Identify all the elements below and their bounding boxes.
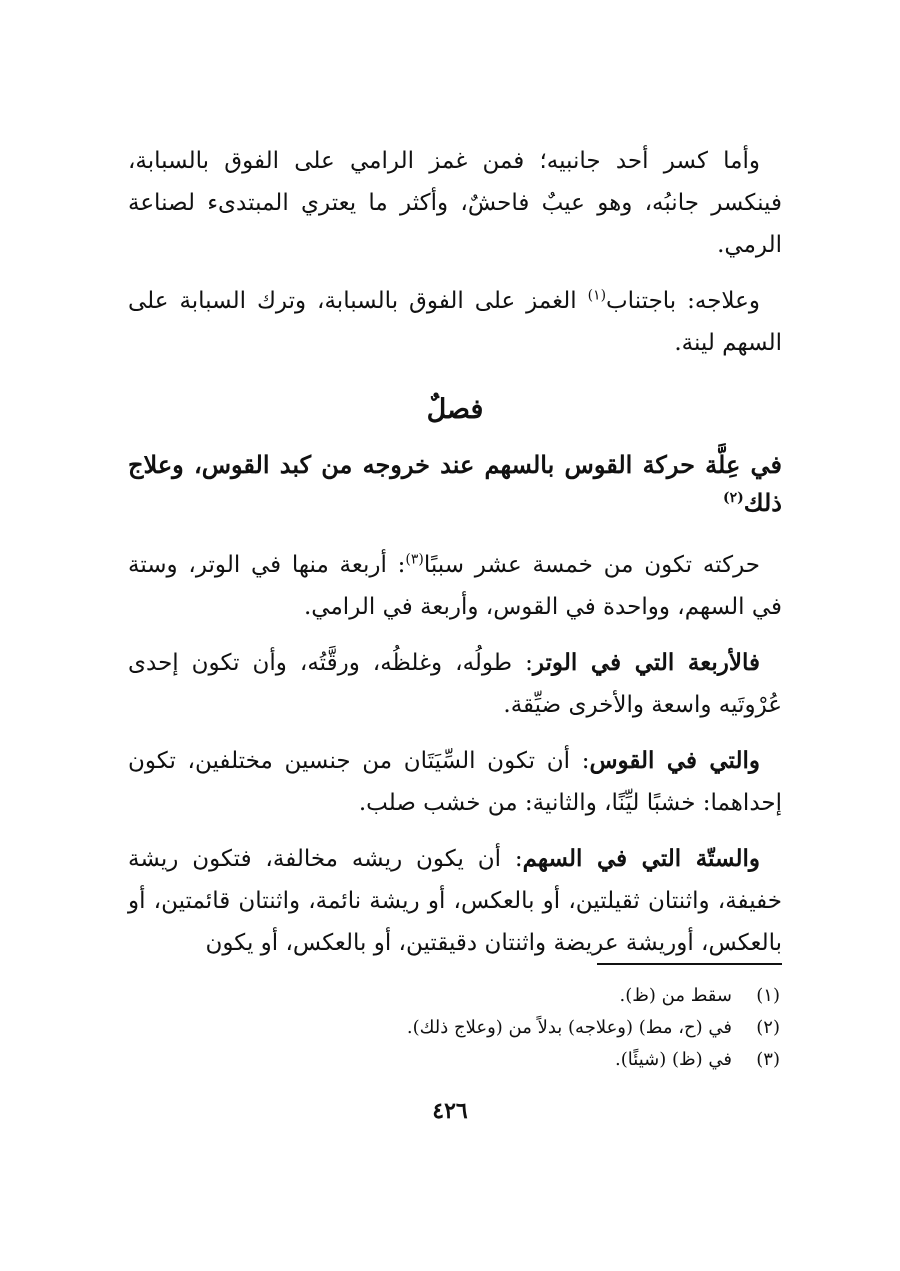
footnote-number: (٣) (756, 1049, 780, 1070)
footnote-ref-3[interactable]: (٣) (405, 551, 424, 568)
footnote-ref-2[interactable]: (٢) (722, 490, 744, 506)
paragraph-string-causes (128, 642, 782, 726)
footnote-text: سقط من (ظ). (619, 985, 732, 1006)
paragraph-arrow-causes (128, 838, 782, 964)
footnote-item (128, 980, 780, 1012)
footnote-ref-1[interactable]: (١) (587, 287, 607, 304)
paragraph-text: حركته تكون من خمسة عشر سببًا (423, 552, 760, 578)
footnotes (128, 980, 780, 1076)
paragraph-lead: فالأربعة التي في الوتر (532, 649, 760, 676)
paragraph-remedy (128, 280, 782, 364)
footnote-item (128, 1012, 780, 1044)
footnote-number: (١) (756, 985, 780, 1006)
footnote-item (128, 1044, 780, 1076)
paragraph-causes (128, 544, 782, 628)
page-number: ٤٢٦ (432, 1098, 468, 1124)
paragraph-text: وعلاجه: باجتناب (606, 288, 760, 314)
section-title (128, 446, 782, 522)
paragraph-lead: والستّة التي في السهم (522, 845, 760, 872)
page-body (128, 128, 782, 978)
paragraph-text: : أن تكون السِّيَتَان من جنسين مختلفين، تكون إحداهما: خشبًا ليِّنًا، والثانية: من خشب صلب. (128, 748, 782, 816)
paragraph-text: : أن يكون ريشه مخالفة، فتكون ريشة خفيفة، واثنتان ثقيلتين، أو بالعكس، أو ريشة نائمة، واثنتان قائمتين، أو بالعكس، أوريشة عريضة واثنتان دقيقتين، أو بالعكس، أو يكون (128, 846, 782, 956)
paragraph-text: الغمز على الفوق بالسبابة، وترك السبابة على السهم لينة. (128, 288, 782, 356)
paragraph-text: وأما كسر أحد جانبيه؛ فمن غمز الرامي على الفوق بالسبابة، فينكسر جانبُه، وهو عيبٌ فاحشٌ، وأكثر ما يعتري المبتدىء لصناعة الرمي. (128, 148, 782, 258)
paragraph-broken-side (128, 140, 782, 266)
section-title-text: في عِلَّة حركة القوس بالسهم عند خروجه من كبد القوس، وعلاج ذلك (128, 450, 782, 517)
footnote-divider (597, 963, 782, 965)
footnote-text: في (ظ) (شيئًا). (615, 1049, 732, 1070)
footnote-text: في (ح، مط) (وعلاجه) بدلاً من (وعلاج ذلك). (406, 1017, 732, 1038)
paragraph-lead: والتي في القوس (589, 747, 760, 774)
footnote-number: (٢) (756, 1017, 780, 1038)
paragraph-text: : طولُه، وغلظُه، ورقَّتُه، وأن تكون إحدى عُرْوتَيه واسعة والأخرى ضيِّقة. (128, 650, 782, 718)
paragraph-bow-causes (128, 740, 782, 824)
section-heading: فصلٌ (426, 394, 484, 425)
paragraph-text: : أربعة منها في الوتر، وستة في السهم، وواحدة في القوس، وأربعة في الرامي. (128, 552, 782, 620)
